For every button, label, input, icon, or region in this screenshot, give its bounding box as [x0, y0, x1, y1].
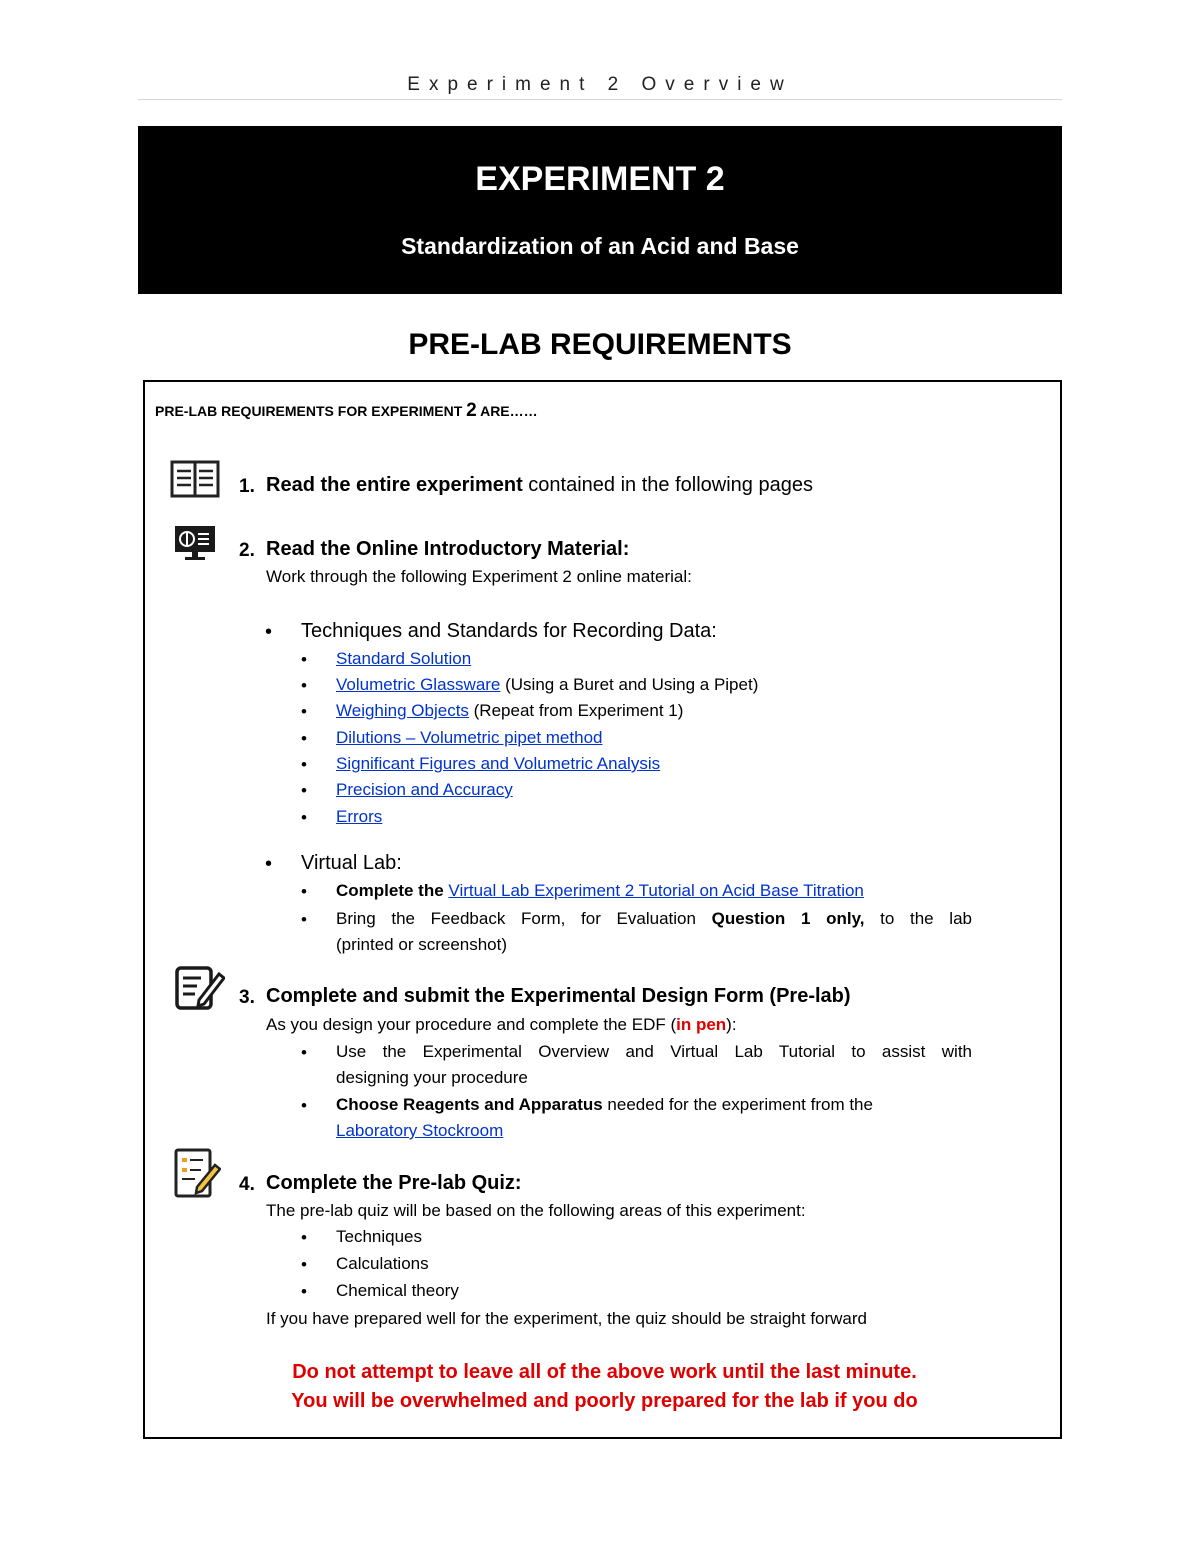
item-3-heading: Complete and submit the Experimental Design Form (Pre-lab) [266, 985, 851, 1007]
section-title: PRE-LAB REQUIREMENTS [408, 328, 792, 361]
link-item: Weighing Objects (Repeat from Experiment 1) [336, 701, 684, 720]
banner-subtitle: Standardization of an Acid and Base [401, 233, 799, 259]
item-2-heading: Read the Online Introductory Material: [266, 538, 630, 560]
book-icon [170, 460, 220, 505]
warning-line-2: You will be overwhelmed and poorly prepared for the lab if you do [291, 1390, 918, 1412]
bullet: • [265, 853, 273, 875]
bullet: • [301, 808, 307, 827]
quiz-area: Techniques [336, 1227, 423, 1246]
link-laboratory-stockroom[interactable]: Laboratory Stockroom [336, 1121, 504, 1140]
bullet: • [301, 702, 307, 721]
item-3-bullet-1-line2: designing your procedure [336, 1068, 528, 1087]
group-techniques-title: Techniques and Standards for Recording Data: [301, 620, 717, 642]
item-4-number: 4. [239, 1174, 255, 1195]
header-divider [138, 99, 1062, 100]
group-virtual-lab-title: Virtual Lab: [301, 852, 402, 874]
quiz-checklist-icon [173, 1147, 221, 1204]
bullet: • [301, 1228, 307, 1247]
item-3-bullet-1: Use the Experimental Overview and Virtual Lab Tutorial to assist with [336, 1042, 972, 1061]
virtual-lab-bullet-2: Bring the Feedback Form, for Evaluation Question 1 only, to the lab [336, 909, 972, 928]
item-3-bullet-2: Choose Reagents and Apparatus needed for the experiment from the [336, 1095, 873, 1114]
form-edit-icon [173, 962, 225, 1017]
link-item [336, 728, 602, 748]
bullet: • [301, 1096, 307, 1115]
link-errors[interactable]: Errors [336, 807, 383, 826]
bullet: • [301, 1255, 307, 1274]
item-4-description: The pre-lab quiz will be based on the following areas of this experiment: [266, 1201, 806, 1220]
item-3-number: 3. [239, 987, 255, 1008]
item-2-description: Work through the following Experiment 2 online material: [266, 567, 692, 586]
bullet: • [301, 910, 307, 929]
warning-line-1: Do not attempt to leave all of the above work until the last minute. [292, 1361, 917, 1383]
bullet: • [301, 781, 307, 800]
item-1-text: Read the entire experiment contained in the following pages [266, 474, 813, 496]
bullet: • [301, 1282, 307, 1301]
intro-line: PRE-LAB REQUIREMENTS FOR EXPERIMENT 2 ARE…… [155, 400, 538, 421]
bullet: • [301, 650, 307, 669]
bullet: • [301, 676, 307, 695]
link-item [336, 807, 382, 827]
item-3-description: As you design your procedure and complete the EDF (in pen): [266, 1015, 737, 1034]
experiment-banner [138, 126, 1062, 294]
item-4-heading: Complete the Pre-lab Quiz: [266, 1172, 522, 1194]
quiz-area: Calculations [336, 1254, 429, 1273]
virtual-lab-bullet-1: Complete the Virtual Lab Experiment 2 Tutorial on Acid Base Titration [336, 881, 864, 900]
virtual-lab-bullet-2-line2: (printed or screenshot) [336, 935, 508, 954]
link-dilutions[interactable]: Dilutions – Volumetric pipet method [336, 728, 603, 747]
bullet: • [301, 755, 307, 774]
bullet: • [265, 621, 273, 643]
page-header-title: Experiment 2 Overview [407, 74, 793, 95]
prelab-requirements-box [143, 380, 1062, 1439]
link-significant-figures[interactable]: Significant Figures and Volumetric Analysis [336, 754, 661, 773]
bullet: • [301, 729, 307, 748]
banner-title: EXPERIMENT 2 [475, 160, 725, 198]
link-item [336, 754, 660, 774]
link-item [336, 780, 513, 800]
computer-monitor-icon [173, 524, 217, 567]
link-item [336, 649, 471, 669]
item-3-bullet-2-line2 [336, 1121, 503, 1141]
link-precision-accuracy[interactable]: Precision and Accuracy [336, 780, 513, 799]
link-virtual-lab-tutorial[interactable]: Virtual Lab Experiment 2 Tutorial on Acid Base Titration [448, 881, 864, 900]
item-4-closing: If you have prepared well for the experiment, the quiz should be straight forward [266, 1309, 868, 1328]
link-volumetric-glassware[interactable]: Volumetric Glassware [336, 675, 501, 694]
link-weighing-objects[interactable]: Weighing Objects [336, 701, 469, 720]
quiz-area: Chemical theory [336, 1281, 459, 1300]
link-standard-solution[interactable]: Standard Solution [336, 649, 472, 668]
link-item: Volumetric Glassware (Using a Buret and Using a Pipet) [336, 675, 759, 694]
item-1-number: 1. [239, 476, 255, 497]
bullet: • [301, 882, 307, 901]
bullet: • [301, 1043, 307, 1062]
item-2-number: 2. [239, 540, 255, 561]
